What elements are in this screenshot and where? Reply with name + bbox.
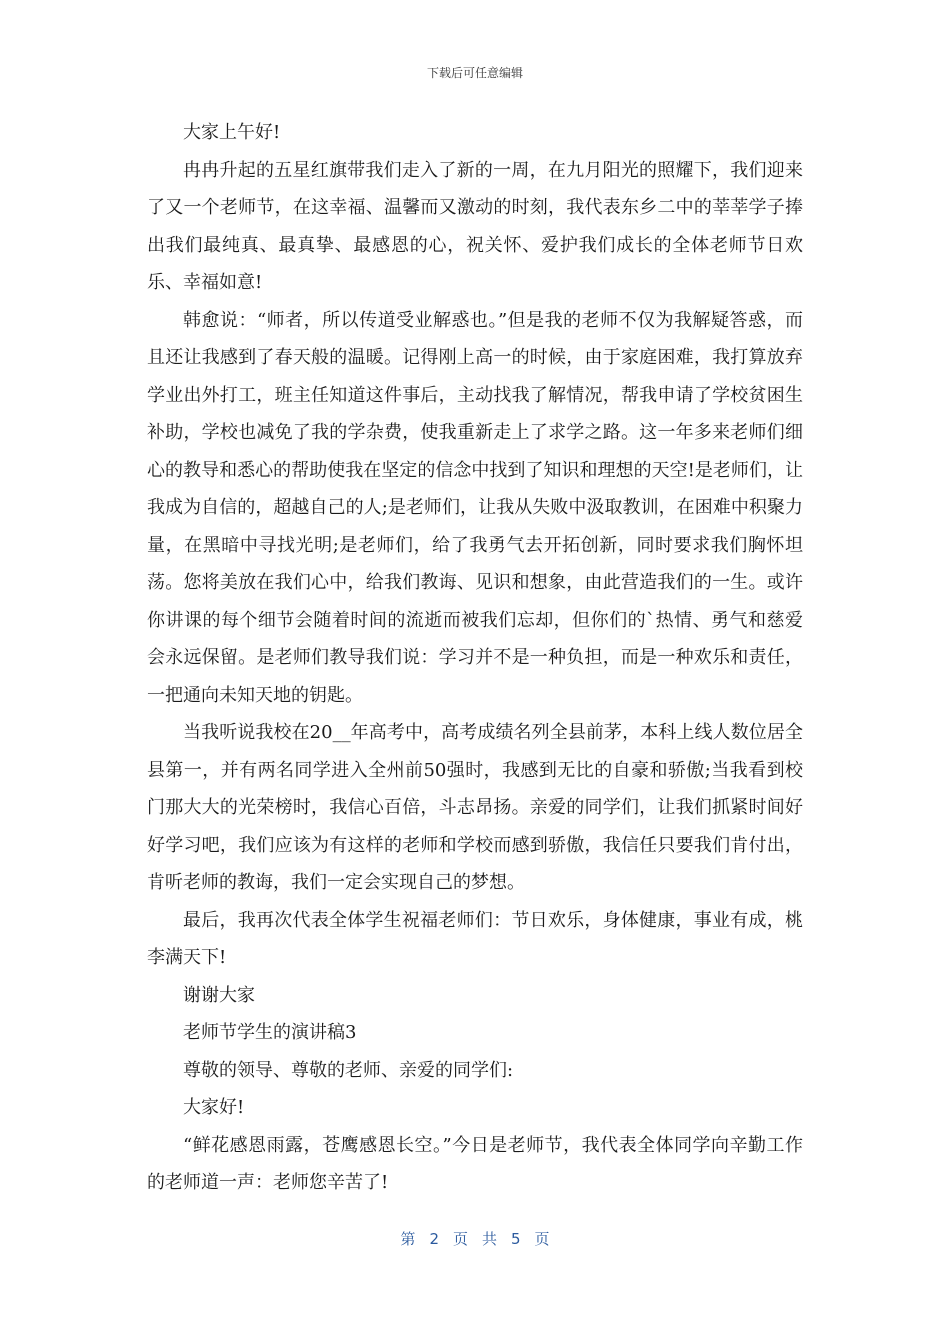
paragraph-flowers: “鲜花感恩雨露，苍鹰感恩长空。”今日是老师节，我代表全体同学向辛勤工作的老师道一声：老师您辛苦了! — [147, 1134, 803, 1193]
footer-suffix: 页 — [534, 1230, 550, 1248]
page-header: 下载后可任意编辑 — [426, 66, 523, 80]
footer-middle: 页共 — [452, 1230, 511, 1248]
paragraph-opening: 冉冉升起的五星红旗带我们走入了新的一周，在九月阳光的照耀下，我们迎来了又一个老师节，在这幸福、温馨而又激动的时刻，我代表东乡二中的莘莘学子捧出我们最纯真、最真挚、最感恩的心，祝关怀、爱护我们成长的全体老师节日欢乐、幸福如意! — [147, 159, 803, 293]
paragraph-salutation: 尊敬的领导、尊敬的老师、亲爱的同学们: — [183, 1059, 514, 1081]
paragraph-closing: 最后，我再次代表全体学生祝福老师们：节日欢乐，身体健康，事业有成，桃李满天下! — [147, 909, 803, 968]
paragraph-han-yu: 韩愈说：“师者，所以传道受业解惑也。”但是我的老师不仅为我解疑答惑，而且还让我感到了春天般的温暖。记得刚上高一的时候，由于家庭困难，我打算放弃学业出外打工，班主任知道这件事后，主动找我了解情况，帮我申请了学校贫困生补助，学校也减免了我的学杂费，使我重新走上了求学之路。这一年多来老师们细心的教导和悉心的帮助使我在坚定的信念中找到了知识和理想的天空!是老师们，让我成为自信的，超越自己的人;是老师们，让我从失败中汲取教训，在困难中积聚力量，在黑暗中寻找光明;是老师们，给了我勇气去开拓创新，同时要求我们胸怀坦荡。您将美放在我们心中，给我们教诲、见识和想象，由此营造我们的一生。或许你讲课的每个细节会随着时间的流逝而被我们忘却，但你们的`热情、勇气和慈爱会永远保留。是老师们教导我们说：学习并不是一种负担，而是一种欢乐和责任，一把通向未知天地的钥匙。 — [147, 309, 803, 706]
paragraph-exam-results: 当我听说我校在20__年高考中，高考成绩名列全县前茅，本科上线人数位居全县第一，并有两名同学进入全州前50强时，我感到无比的自豪和骄傲;当我看到校门那大大的光荣榜时，我信心百倍，斗志昂扬。亲爱的同学们，让我们抓紧时间好好学习吧，我们应该为有这样的老师和学校而感到骄傲，我信任只要我们肯付出，肯听老师的教诲，我们一定会实现自己的梦想。 — [147, 722, 803, 893]
footer-total-pages: 5 — [511, 1230, 521, 1248]
page-footer — [0, 1228, 950, 1249]
footer-current-page: 2 — [429, 1230, 439, 1248]
paragraph-thanks: 谢谢大家 — [183, 984, 255, 1006]
footer-prefix: 第 — [400, 1230, 416, 1248]
paragraph-greeting: 大家上午好! — [183, 122, 281, 143]
document-body — [147, 114, 803, 1202]
section-title: 老师节学生的演讲稿3 — [183, 1022, 357, 1043]
paragraph-hello: 大家好! — [183, 1097, 245, 1118]
